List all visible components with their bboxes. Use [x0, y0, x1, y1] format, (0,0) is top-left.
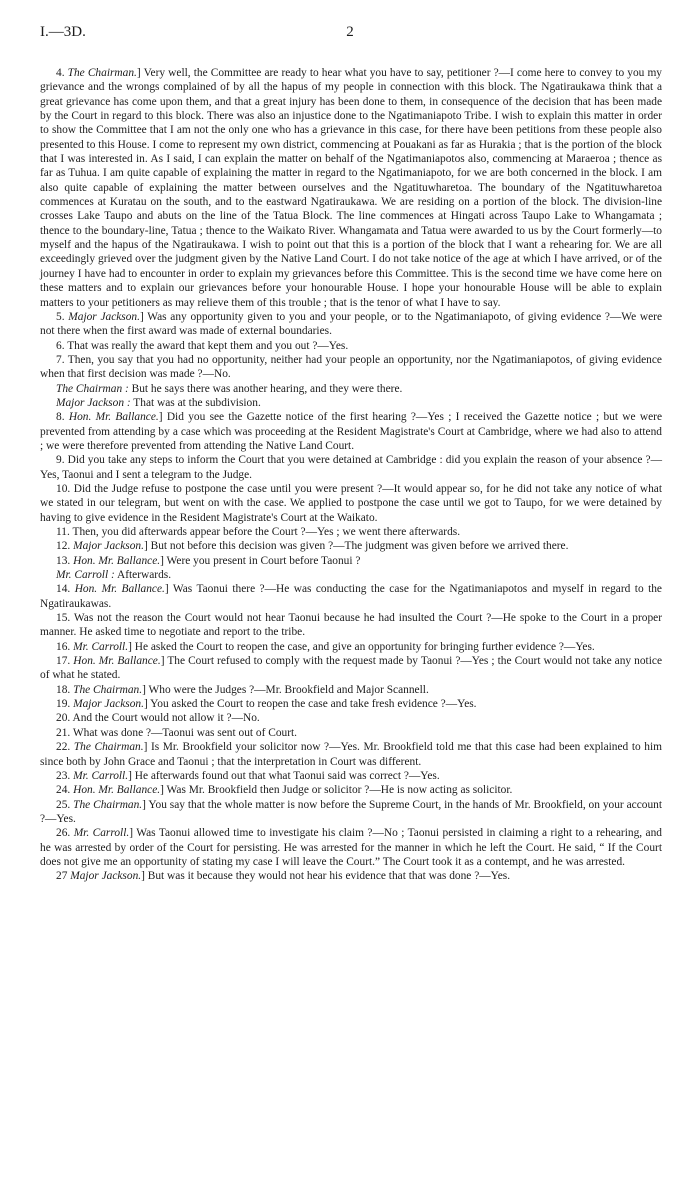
speaker-name: Hon. Mr. Ballance.: [68, 411, 159, 424]
paragraph-text: ] Was any opportunity given to you and your people, or to the Ngatimaniapoto, of giving evidence ?—We were not there when the first award was made of external boundaries.: [40, 310, 663, 338]
evidence-paragraph: [40, 410, 662, 453]
speaker-name: Mr. Carroll :: [56, 569, 115, 582]
paragraph-text: ] You asked the Court to reopen the case and take fresh evidence ?—Yes.: [143, 698, 477, 711]
page-header: [40, 24, 660, 46]
speaker-name: Hon. Mr. Ballance.: [73, 554, 161, 567]
paragraph-text: ] Did you see the Gazette notice of the first hearing ?—Yes ; I received the Gazette notice ; but we were prevented from attending by a case which was proceeding at the Resident Magistrate's Court at Cambridge, where we had also to attend ; we were therefore prevented from attending the Native Land Court.: [40, 411, 662, 452]
question-number: 25.: [56, 798, 71, 811]
speaker-name: Major Jackson.: [73, 540, 144, 553]
speaker-name: The Chairman.: [67, 67, 137, 79]
evidence-paragraph: [40, 769, 662, 783]
paragraph-text: Then, you did afterwards appear before the Court ?—Yes ; we went there afterwards.: [72, 526, 461, 538]
speaker-name: The Chairman.: [73, 798, 143, 811]
paragraph-text: Did the Judge refuse to postpone the case until you were present ?—It would appear so, for he did not take any notice of what we stated in our telegram, but went on with the case. We applied to postpone the case until we got to Taupo, for we were detained by having to give evidence in the Resident Magistrate's Court at the Waikato.: [40, 482, 662, 524]
speaker-name: Major Jackson.: [70, 870, 142, 883]
paragraph-text: That was really the award that kept them and you out ?—Yes.: [67, 339, 349, 352]
paragraph-text: What was done ?—Taonui was sent out of Court.: [72, 726, 298, 739]
evidence-paragraph: [40, 711, 662, 725]
question-number: 24.: [56, 784, 71, 797]
evidence-paragraph: [40, 611, 662, 640]
paragraph-text: ] Who were the Judges ?—Mr. Brookfield and Major Scannell.: [142, 683, 429, 696]
speaker-name: Mr. Carroll.: [73, 640, 129, 653]
document-reference: I.—3D.: [40, 24, 86, 40]
question-number: 17.: [56, 655, 71, 668]
question-number: 23.: [56, 769, 71, 782]
question-number: 19.: [56, 698, 71, 711]
evidence-paragraph: [40, 869, 662, 883]
question-number: 16.: [56, 640, 71, 653]
question-number: 26.: [56, 827, 71, 840]
question-number: 7.: [56, 353, 65, 366]
speaker-name: The Chairman.: [73, 741, 144, 754]
evidence-paragraph: [40, 726, 662, 740]
evidence-paragraph: [40, 339, 662, 353]
paragraph-text: But he says there was another hearing, and they were there.: [128, 382, 403, 395]
paragraph-text: ] Is Mr. Brookfield your solicitor now ?—Yes. Mr. Brookfield told me that this case had been explained to him since both by John Grace and Taonui ; that the interpretation in Court was different.: [40, 741, 662, 768]
evidence-paragraph: [40, 697, 662, 711]
paragraph-text: ] You say that the whole matter is now before the Supreme Court, in the hands of Mr. Brookfield, on your account ?—Yes.: [40, 798, 663, 825]
evidence-paragraph: [40, 482, 662, 525]
question-number: 14.: [56, 583, 71, 596]
paragraph-text: ] The Court refused to comply with the request made by Taonui ?—Yes ; the Court would not take any notice of what he stated.: [40, 655, 662, 682]
minutes-of-evidence: [40, 66, 662, 884]
evidence-paragraph: [40, 826, 662, 869]
question-number: 15.: [56, 612, 71, 625]
evidence-paragraph: [40, 453, 662, 482]
speaker-name: Hon. Mr. Ballance.: [73, 784, 161, 797]
evidence-paragraph: [40, 654, 662, 683]
paragraph-text: Afterwards.: [114, 569, 172, 582]
page-number: 2: [346, 24, 354, 40]
question-number: 18.: [56, 683, 71, 696]
question-number: 13.: [56, 554, 71, 567]
evidence-paragraph: [40, 554, 662, 568]
evidence-paragraph: [40, 66, 662, 310]
evidence-paragraph: [40, 798, 662, 827]
evidence-paragraph: [40, 683, 662, 697]
paragraph-text: ] Were you present in Court before Taonui ?: [160, 554, 361, 567]
speaker-name: Mr. Carroll.: [73, 827, 130, 840]
question-number: 21.: [56, 726, 71, 739]
question-number: 20.: [56, 712, 71, 725]
question-number: 27: [56, 870, 68, 883]
paragraph-text: ] Very well, the Committee are ready to hear what you have to say, petitioner ?—I come here to convey to you my grievance and the wrongs complained of by all the hapus of my people in connection with this block. The Ngatiraukawa think that a great grievance has come upon them, and that a great injury has been done to them, in consequence of the decision that has been made by the Court in regard to this block. There was also an injustice done to the Ngatimaniapoto Tribe. I wish to explain this matter in order to show the Committee that I am not the only one who has a grievance in this case, for there have been petitions from these people also presented to this House. I come to represent my own district, commencing at Pouakani as far as Hurakia ; that is the portion of the block that I was interested in. As I said, I can explain the matter on behalf of the Ngatimaniapotos also, commencing at Maraeroa ; thence as far as Tuhua. I am quite capable of explaining the matter in regard to the Ngatimaniapoto, for we are both concerned in the block. I am also quite capable of explaining the matter between ourselves and the Ngatituwharetoa. The boundary of the Ngatituwharetoa commences at Kuratau on the south, and to the eastward Ngatiraukawa. We are residing on a portion of the block. The division-line crosses Lake Taupo and abuts on the line of the Tatua Block. The line commences at Hingati across Taupo Lake to Whangamata ; thence to the boundary-line, Tatua ; thence to the Waikato River. Whangamata and Tatua were awarded to us by the Court formerly—to myself and the hapus of the Ngatiraukawa. I wish to point out that this is a portion of the block that I want a rehearing for. We are all exceedingly grieved over the judgment given by the Native Land Court. I do not take notice of the age at which I have arrived, or of the journey I have had to encounter in order to explain my grievances before this Committee. This is the second time we have come here on these matters and to explain our grievances before your honourable House. I hope your honourable House will be able to explain matters to your petitioners as may relieve them of this trouble ; that is the tenor of what I have to say.: [40, 67, 663, 309]
paragraph-text: Was not the reason the Court would not hear Taonui because he had insulted the Court ?—He spoke to the Court in a proper manner. He asked time to negotiate and report to the tribe.: [40, 612, 662, 639]
question-number: 10.: [56, 482, 71, 495]
question-number: 11.: [56, 526, 70, 538]
evidence-paragraph: [40, 525, 662, 539]
question-number: 8.: [56, 411, 65, 424]
evidence-paragraph: [40, 640, 662, 654]
paragraph-text: ] But was it because they would not hear his evidence that that was done ?—Yes.: [141, 870, 511, 883]
question-number: 22.: [56, 741, 71, 754]
evidence-paragraph: [40, 740, 662, 769]
paragraph-text: ] Was Taonui allowed time to investigate his claim ?—No ; Taonui persisted in claiming a right to a rehearing, and he was arrested by order of the Court for persisting. He was arrested for the manner in which he left the Court. He said, “ If the Court does not give me an opportunity of stating my case I will leave the Court.” The Court took it as a contempt, and he was arrested.: [40, 827, 662, 868]
question-number: 6.: [56, 339, 65, 352]
paragraph-text: ] Was Mr. Brookfield then Judge or solicitor ?—He is now acting as solicitor.: [160, 784, 513, 797]
speaker-name: Hon. Mr. Ballance.: [73, 655, 161, 668]
question-number: 5.: [56, 310, 65, 323]
evidence-paragraph: [40, 382, 662, 396]
paragraph-text: Then, you say that you had no opportunity, neither had your people an opportunity, nor the Ngatimaniapotos, of giving evidence when that first decision was made ?—No.: [40, 353, 662, 381]
evidence-paragraph: [40, 396, 662, 410]
question-number: 4.: [56, 67, 65, 79]
evidence-paragraph: [40, 353, 662, 382]
speaker-name: Hon. Mr. Ballance.: [74, 583, 165, 596]
evidence-paragraph: [40, 568, 662, 582]
paragraph-text: And the Court would not allow it ?—No.: [72, 712, 260, 725]
question-number: 12.: [56, 540, 71, 553]
paragraph-text: ] Was Taonui there ?—He was conducting the case for the Ngatimaniapotos and myself in regard to the Ngatiraukawas.: [40, 583, 662, 610]
question-number: 9.: [56, 454, 65, 467]
speaker-name: Mr. Carroll.: [73, 769, 129, 782]
speaker-name: Major Jackson :: [56, 396, 131, 409]
paragraph-text: That was at the subdivision.: [130, 396, 261, 409]
evidence-paragraph: [40, 783, 662, 797]
evidence-paragraph: [40, 310, 662, 339]
paragraph-text: ] But not before this decision was given ?—The judgment was given before we arrived there.: [143, 540, 569, 553]
evidence-paragraph: [40, 582, 662, 611]
paragraph-text: ] He asked the Court to reopen the case, and give an opportunity for bringing further evidence ?—Yes.: [128, 640, 595, 653]
paragraph-text: ] He afterwards found out that what Taonui said was correct ?—Yes.: [128, 769, 440, 782]
speaker-name: Major Jackson.: [73, 698, 144, 711]
speaker-name: Major Jackson.: [68, 310, 140, 323]
paragraph-text: Did you take any steps to inform the Court that you were detained at Cambridge : did you explain the reason of your absence ?—Yes, Taonui and I sent a telegram to the Judge.: [40, 454, 662, 481]
speaker-name: The Chairman.: [73, 683, 143, 696]
evidence-paragraph: [40, 539, 662, 553]
speaker-name: The Chairman :: [56, 382, 129, 395]
